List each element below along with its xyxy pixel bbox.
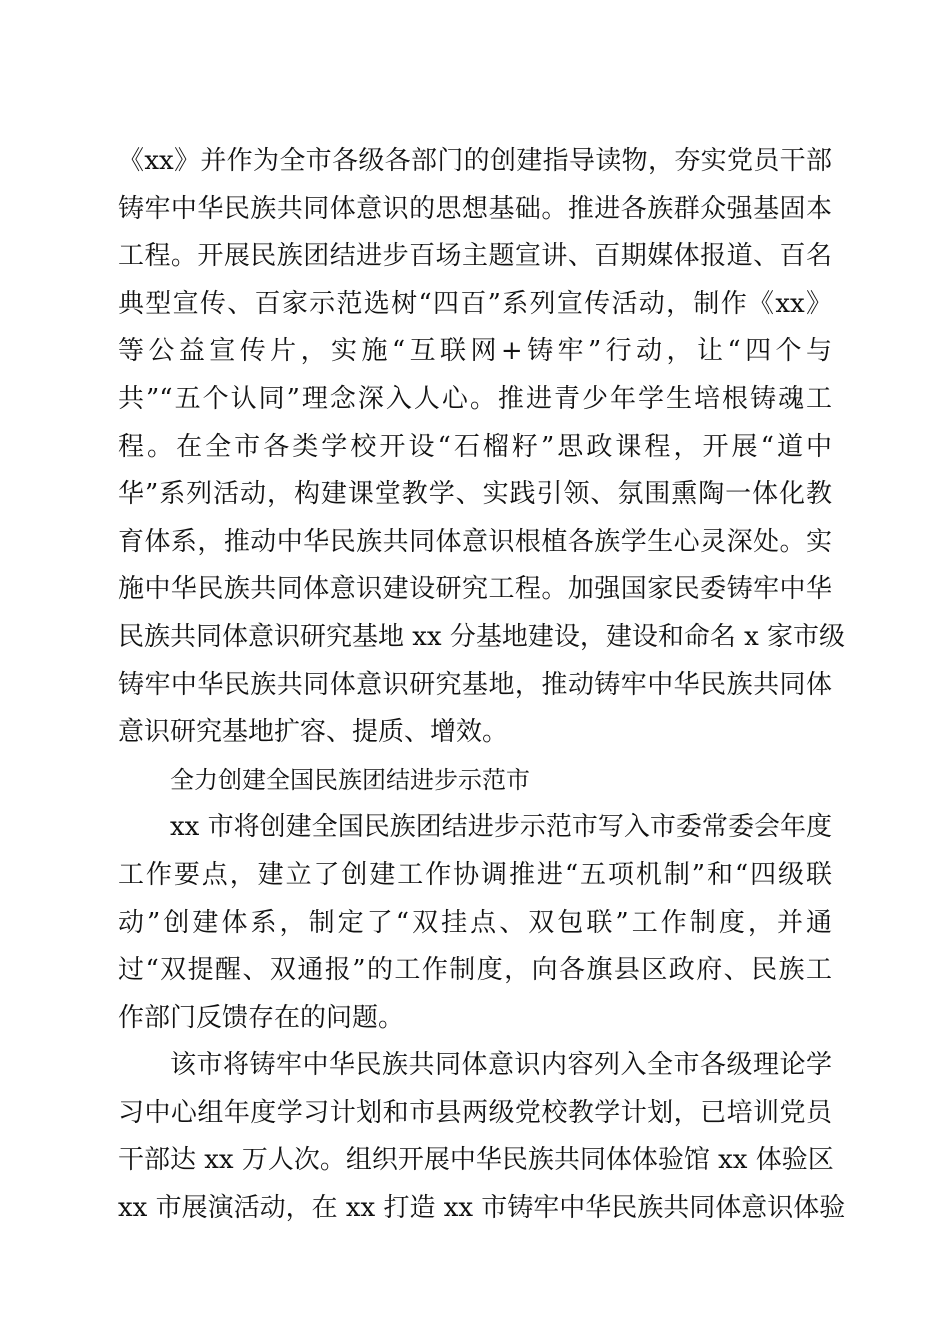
- text-line: 典型宣传、百家示范选树“四百”系列宣传活动，制作《xx》: [118, 288, 832, 319]
- text-line: 意识研究基地扩容、提质、增效。: [118, 717, 509, 748]
- text-line: 育体系，推动中华民族共同体意识根植各族学生心灵深处。实: [118, 526, 832, 557]
- section-heading: 全力创建全国民族团结进步示范市: [170, 765, 530, 794]
- text-line: 等公益宣传片，实施“互联网+铸牢”行动，让“四个与: [118, 336, 832, 367]
- text-line: xx 市展演活动，在 xx 打造 xx 市铸牢中华民族共同体意识体验: [118, 1193, 846, 1224]
- text-line: 华”系列活动，构建课堂教学、实践引领、氛围熏陶一体化教: [118, 479, 832, 510]
- text-line: xx 市将创建全国民族团结进步示范市写入市委常委会年度: [170, 812, 832, 843]
- text-line: 铸牢中华民族共同体意识研究基地，推动铸牢中华民族共同体: [118, 669, 832, 700]
- text-line: 作部门反馈存在的问题。: [118, 1002, 405, 1033]
- text-line: 程。在全市各类学校开设“石榴籽”思政课程，开展“道中: [118, 431, 832, 462]
- text-line: 干部达 xx 万人次。组织开展中华民族共同体体验馆 xx 体验区: [118, 1145, 834, 1176]
- text-line: 工程。开展民族团结进步百场主题宣讲、百期媒体报道、百名: [118, 241, 832, 272]
- text-line: 工作要点，建立了创建工作协调推进“五项机制”和“四级联: [118, 859, 832, 890]
- text-line: 动”创建体系，制定了“双挂点、双包联”工作制度，并通: [118, 907, 832, 938]
- text-line: 该市将铸牢中华民族共同体意识内容列入全市各级理论学: [170, 1050, 832, 1081]
- text-line: 民族共同体意识研究基地 xx 分基地建设，建设和命名 x 家市级: [118, 621, 846, 652]
- text-line: 《xx》并作为全市各级各部门的创建指导读物，夯实党员干部: [118, 146, 832, 176]
- text-line: 铸牢中华民族共同体意识的思想基础。推进各族群众强基固本: [118, 193, 832, 224]
- text-line: 过“双提醒、双通报”的工作制度，向各旗县区政府、民族工: [118, 955, 832, 986]
- text-line: 习中心组年度学习计划和市县两级党校教学计划，已培训党员: [118, 1097, 832, 1128]
- text-line: 施中华民族共同体意识建设研究工程。加强国家民委铸牢中华: [118, 574, 832, 605]
- text-line: 共”“五个认同”理念深入人心。推进青少年学生培根铸魂工: [118, 383, 832, 414]
- document-body: [118, 138, 846, 1233]
